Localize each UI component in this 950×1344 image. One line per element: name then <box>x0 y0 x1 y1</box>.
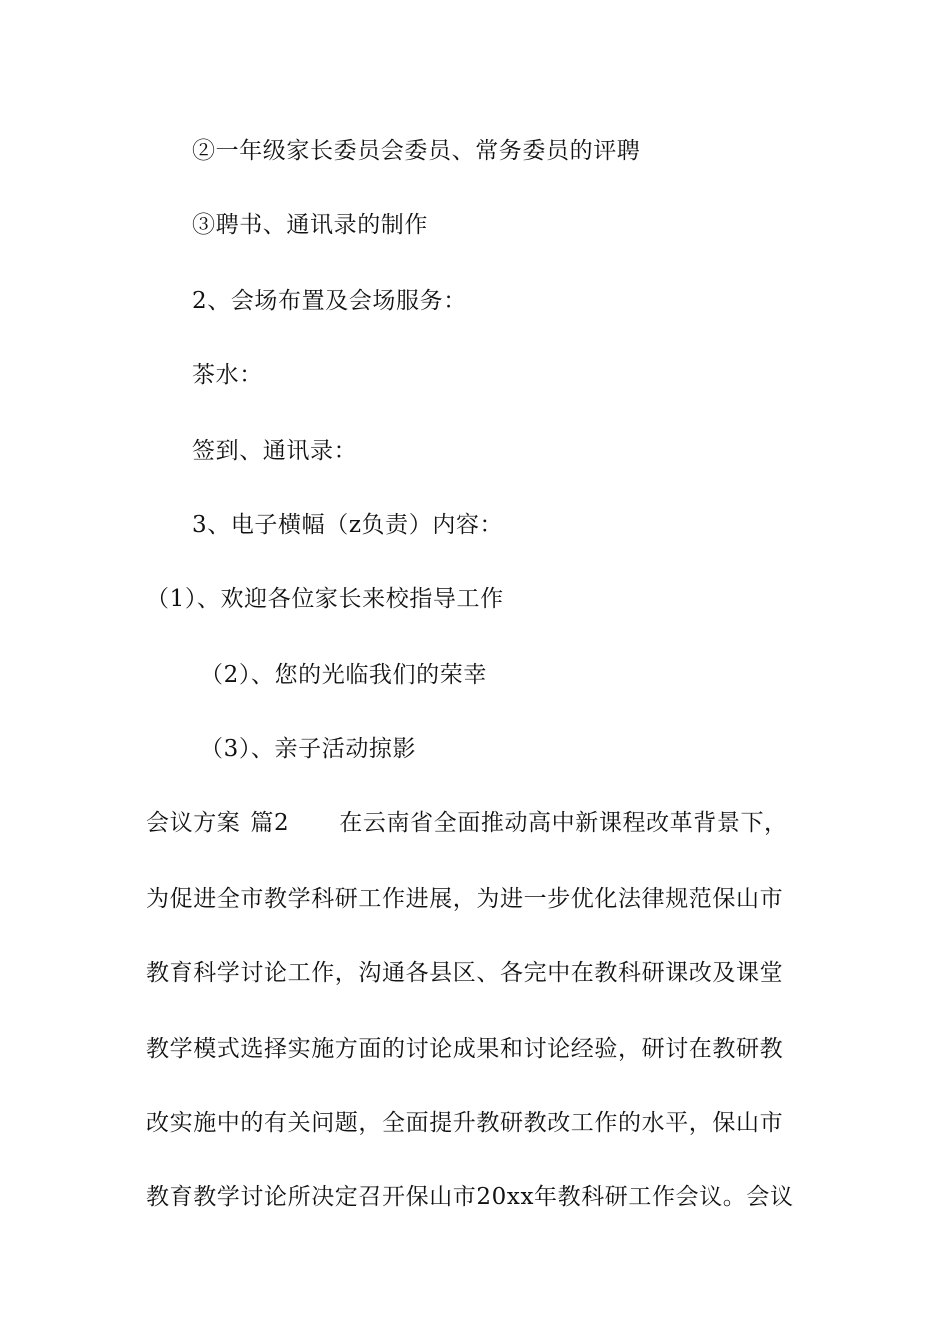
list-item: （1）、欢迎各位家长来校指导工作 <box>146 586 504 612</box>
paragraph-line: 改实施中的有关问题，全面提升教研教改工作的水平，保山市 <box>146 1110 784 1136</box>
paragraph-line: 教育科学讨论工作，沟通各县区、各完中在教科研课改及课堂 <box>146 960 784 986</box>
section-heading: 3、电子横幅（z负责）内容： <box>192 512 504 538</box>
text-line: ③聘书、通讯录的制作 <box>192 212 428 238</box>
paragraph-line: 教育教学讨论所决定召开保山市20xx年教科研工作会议。会议 <box>146 1184 794 1210</box>
list-item: （2）、您的光临我们的荣幸 <box>200 662 487 688</box>
list-item: （3）、亲子活动掠影 <box>200 736 417 762</box>
text-line: 茶水： <box>192 362 263 388</box>
paragraph-line: 教学模式选择实施方面的讨论成果和讨论经验，研讨在教研教 <box>146 1036 784 1062</box>
paragraph-start <box>146 808 788 838</box>
text-line: 签到、通讯录： <box>192 438 358 464</box>
part-label: 篇2 <box>250 810 290 836</box>
paragraph-line: 为促进全市教学科研工作进展，为进一步优化法律规范保山市 <box>146 886 784 912</box>
text-line: ②一年级家长委员会委员、常务委员的评聘 <box>192 138 641 164</box>
paragraph-text: 在云南省全面推动高中新课程改革背景下， <box>339 810 788 836</box>
doc-title: 会议方案 <box>146 810 241 836</box>
section-heading: 2、会场布置及会场服务： <box>192 288 467 314</box>
